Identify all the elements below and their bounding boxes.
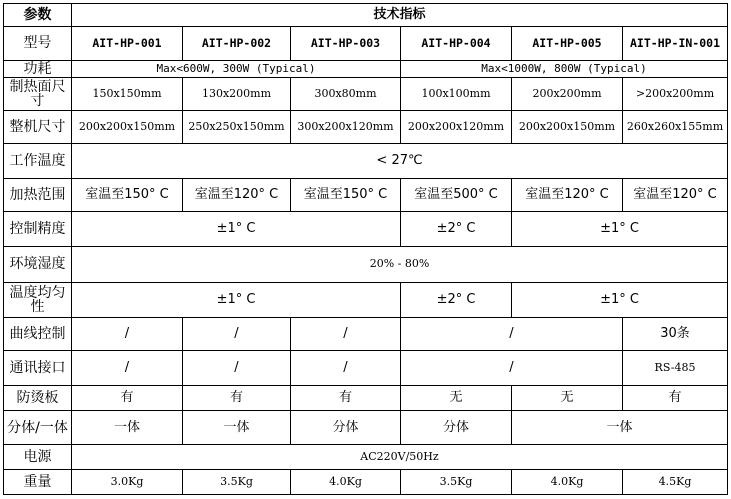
row-label-heating-range: 加热范围 [4,179,72,212]
value-cell: 3.5Kg [401,470,512,495]
table-row [4,317,728,350]
value-cell: 有 [183,386,291,411]
table-row [4,77,728,110]
row-label-weight: 重量 [4,470,72,495]
value-cell: 300x80mm [291,77,401,110]
value-cell: 一体 [512,411,728,445]
model-cell: AIT-HP-003 [291,26,401,60]
spec-table [3,3,728,495]
value-cell: 室温至120° C [183,179,291,212]
power-cell: Max<600W, 300W (Typical) [72,60,401,77]
value-cell: 4.5Kg [623,470,728,495]
row-label-overall-size: 整机尺寸 [4,110,72,143]
value-cell: RS-485 [623,350,728,385]
model-cell: AIT-HP-002 [183,26,291,60]
value-cell: 250x250x150mm [183,110,291,143]
value-cell: 室温至120° C [512,179,623,212]
value-cell: 30条 [623,317,728,350]
value-cell: 一体 [72,411,183,445]
value-cell: / [72,317,183,350]
value-cell: 有 [623,386,728,411]
row-label-model: 型号 [4,26,72,60]
value-cell: / [401,350,623,385]
value-cell: 3.0Kg [72,470,183,495]
value-cell: / [291,317,401,350]
row-label-ambient-humidity: 环境湿度 [4,247,72,282]
value-cell: 室温至150° C [291,179,401,212]
table-row [4,445,728,470]
value-cell: / [291,350,401,385]
spec-title: 技术指标 [72,4,728,27]
row-label-operating-temp: 工作温度 [4,143,72,178]
value-cell: 分体 [401,411,512,445]
value-cell: 无 [512,386,623,411]
table-row [4,26,728,60]
row-label-comm-port: 通讯接口 [4,350,72,385]
value-cell: 分体 [291,411,401,445]
table-row [4,470,728,495]
value-cell: 200x200mm [512,77,623,110]
value-cell: 200x200x120mm [401,110,512,143]
header-row [4,4,728,27]
value-cell: 有 [291,386,401,411]
value-cell: / [183,317,291,350]
value-cell: / [183,350,291,385]
value-cell: 4.0Kg [291,470,401,495]
value-cell: ±1° C [72,212,401,247]
value-cell: 130x200mm [183,77,291,110]
table-row [4,60,728,77]
value-cell: AC220V/50Hz [72,445,728,470]
table-row [4,411,728,445]
model-cell: AIT-HP-005 [512,26,623,60]
value-cell: ±2° C [401,282,512,317]
value-cell: 有 [72,386,183,411]
value-cell: 150x150mm [72,77,183,110]
value-cell: 200x200x150mm [512,110,623,143]
value-cell: ±2° C [401,212,512,247]
value-cell: / [401,317,623,350]
table-row [4,386,728,411]
value-cell: >200x200mm [623,77,728,110]
row-label-power: 功耗 [4,60,72,77]
value-cell: 3.5Kg [183,470,291,495]
value-cell: ±1° C [512,282,728,317]
value-cell: ±1° C [72,282,401,317]
value-cell: ±1° C [512,212,728,247]
value-cell: 4.0Kg [512,470,623,495]
row-label-power-supply: 电源 [4,445,72,470]
value-cell: 20% - 80% [72,247,728,282]
table-row [4,179,728,212]
value-cell: 室温至500° C [401,179,512,212]
value-cell: 无 [401,386,512,411]
row-label-heating-area: 制热面尺寸 [4,77,72,110]
table-row [4,247,728,282]
value-cell: 260x260x155mm [623,110,728,143]
row-label-split-integrated: 分体/一体 [4,411,72,445]
value-cell: 300x200x120mm [291,110,401,143]
value-cell: < 27℃ [72,143,728,178]
param-header: 参数 [4,4,72,27]
row-label-temp-uniformity: 温度均匀性 [4,282,72,317]
table-row [4,110,728,143]
value-cell: 室温至120° C [623,179,728,212]
model-cell: AIT-HP-001 [72,26,183,60]
row-label-curve-control: 曲线控制 [4,317,72,350]
table-row [4,212,728,247]
model-cell: AIT-HP-IN-001 [623,26,728,60]
model-cell: AIT-HP-004 [401,26,512,60]
value-cell: 200x200x150mm [72,110,183,143]
value-cell: 100x100mm [401,77,512,110]
table-row [4,350,728,385]
value-cell: 一体 [183,411,291,445]
row-label-anti-scald: 防烫板 [4,386,72,411]
value-cell: / [72,350,183,385]
row-label-control-accuracy: 控制精度 [4,212,72,247]
table-row [4,282,728,317]
value-cell: 室温至150° C [72,179,183,212]
table-row [4,143,728,178]
power-cell: Max<1000W, 800W (Typical) [401,60,728,77]
